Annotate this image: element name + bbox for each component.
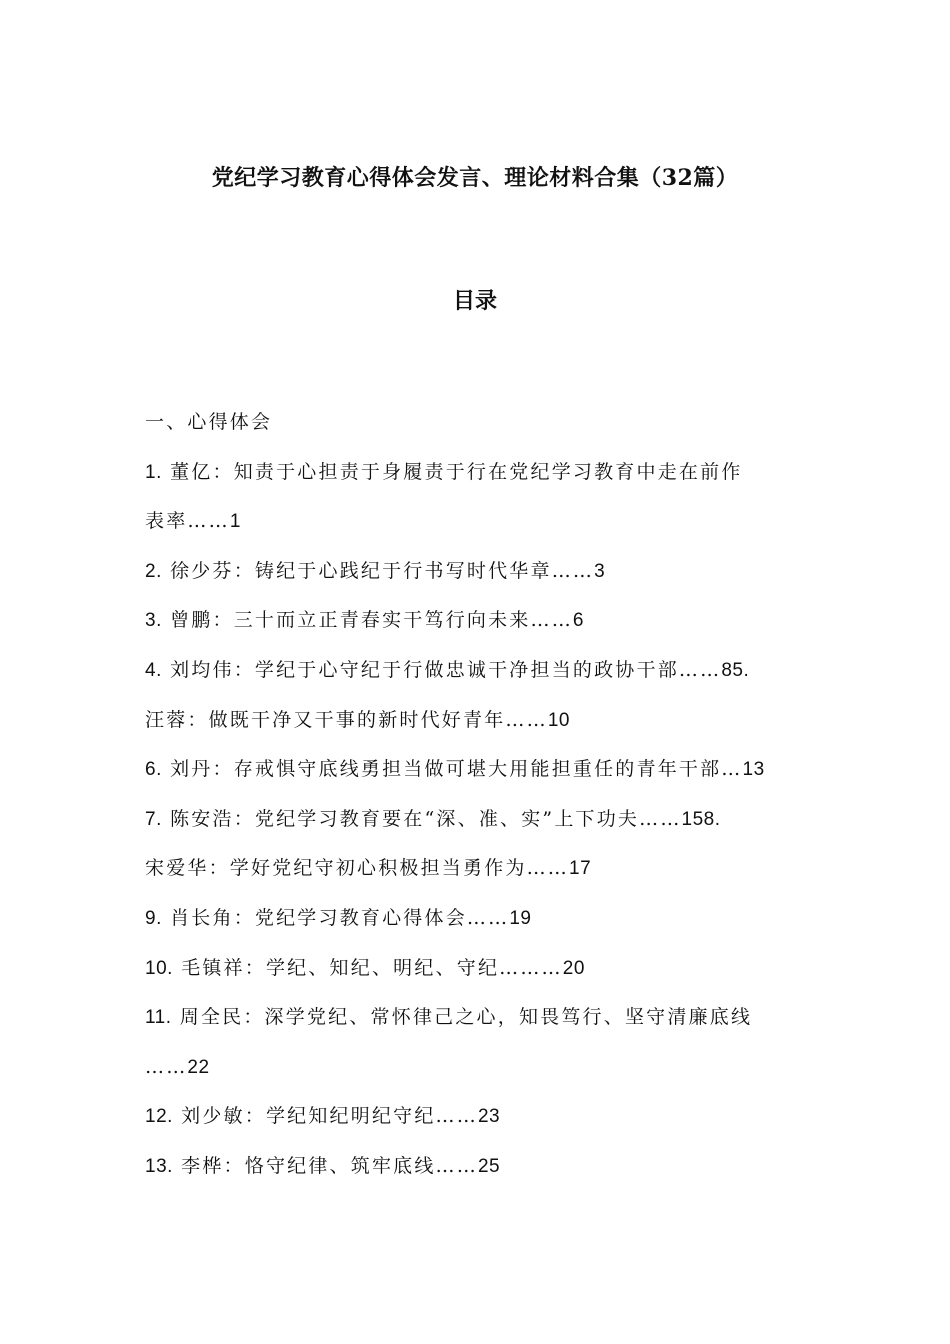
toc-entry [145,1092,815,1142]
toc-entry-text: 刘丹：存戒惧守底线勇担当做可堪大用能担重任的青年干部… [161,758,743,781]
toc-entry-number: 7. [145,808,162,830]
toc-entry-page: 1 [229,511,241,533]
toc-entry-text: 表率…… [145,510,230,533]
toc-entry [145,745,815,795]
toc-heading: 目录 [452,288,497,314]
toc-entry-page: 6 [572,610,584,632]
toc-entry-number: 1. [145,461,162,483]
toc-entry [145,547,815,597]
toc-entry-page: 13 [742,759,765,781]
toc-entry-text: 陈安浩：党纪学习教育要在“深、准、实”上下功夫…… [161,807,682,830]
toc-entry-number: 6. [145,759,162,781]
toc-entry-page: 19 [509,907,532,929]
toc-entry-number: 10. [145,957,173,979]
toc-entry-page: 25 [477,1155,501,1177]
toc-entry [145,646,815,696]
toc-entry-page: 3 [594,560,606,582]
toc-entry [145,993,815,1043]
toc-entry-text: 刘少敏：学纪知纪明纪守纪…… [172,1105,478,1128]
toc-entry-text: 李桦：恪守纪律、筑牢底线…… [172,1154,478,1177]
toc-entry-number: 12. [145,1106,173,1128]
toc-entry-number: 4. [145,659,162,681]
toc-entry-page: 158. [681,808,721,830]
toc-entry-number: 3. [145,610,162,632]
toc-entry-number: 13. [145,1155,173,1177]
toc-lines [145,448,815,1192]
toc-entry-text: 肖长角：党纪学习教育心得体会…… [161,906,510,929]
toc-entry [145,944,815,994]
toc-entry-text: 周全民：深学党纪、常怀律己之心，知畏笃行、坚守清廉底线 [171,1006,753,1029]
toc-entry [145,448,815,498]
toc-entry-text: …… [145,1055,188,1078]
toc-entry-text: 徐少芬：铸纪于心践纪于行书写时代华章…… [161,559,595,582]
toc-entry-page: 10 [547,709,570,731]
toc-entry-page: 22 [187,1056,210,1078]
toc-entry [145,1043,815,1093]
document-title: 党纪学习教育心得体会发言、理论材料合集（32篇） [211,165,739,191]
toc-entry-text: 毛镇祥：学纪、知纪、明纪、守纪……… [172,956,563,979]
toc-entry-page: 23 [477,1106,501,1128]
toc-entry-text: 董亿：知责于心担责于身履责于行在党纪学习教育中走在前作 [161,460,743,483]
toc-entry [145,696,815,746]
toc-entry-number: 11. [145,1007,172,1029]
toc-entry-text: 刘均伟：学纪于心守纪于行做忠诚干净担当的政协干部…… [161,658,722,681]
toc-entry [145,844,815,894]
toc-entry-text: 宋爱华：学好党纪守初心积极担当勇作为…… [145,857,570,880]
toc-entry-page: 17 [569,858,592,880]
section-heading: 一、心得体会 [145,411,273,433]
toc-entry-number: 9. [145,907,162,929]
toc-entry [145,596,815,646]
toc-entry-page: 20 [562,957,585,979]
toc-entry-page: 85. [721,659,750,681]
toc-entry [145,795,815,845]
toc-entry [145,894,815,944]
toc-entry [145,497,815,547]
toc-entry [145,1142,815,1192]
toc-entry-text: 曾鹏：三十而立正青春实干笃行向未来…… [161,609,573,632]
table-of-contents [145,398,815,1192]
toc-entry-text: 汪蓉：做既干净又干事的新时代好青年…… [145,708,548,731]
toc-entry-number: 2. [145,560,162,582]
